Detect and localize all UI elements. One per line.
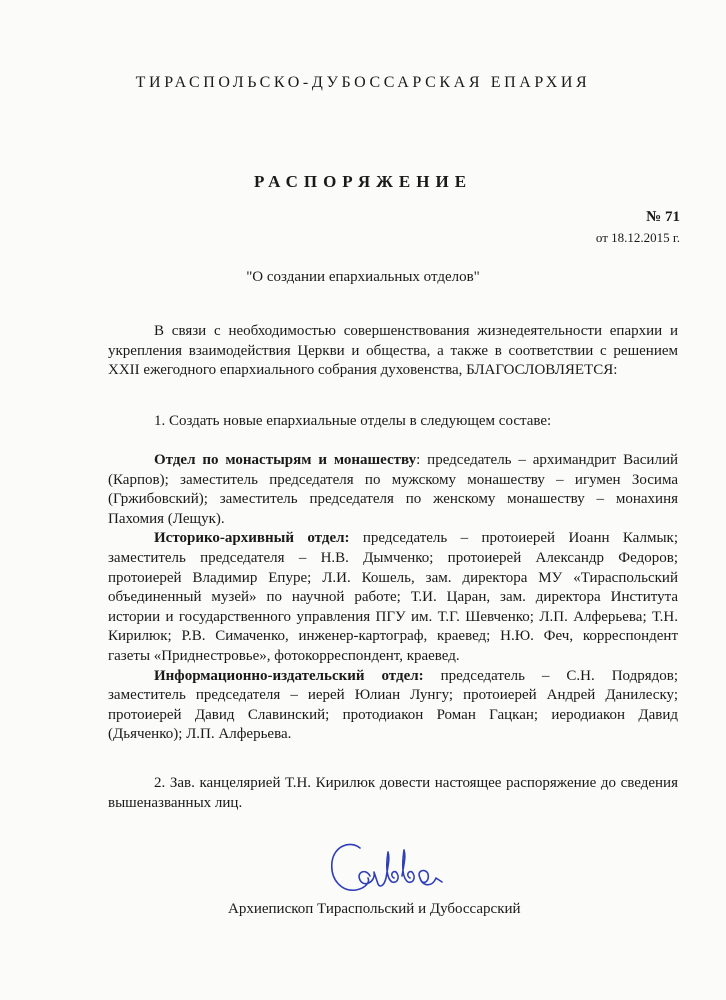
department-publishing (108, 667, 678, 745)
order-date: от 18.12.2015 г. (595, 230, 680, 245)
department-monasteries (108, 451, 678, 529)
item-1-text: 1. Создать новые епархиальные отделы в следующем составе: (154, 413, 552, 429)
departments-list (108, 451, 678, 745)
intro-text: В связи с необходимостью совершенствования жизнедеятельности епархии и укрепления взаимодействия Церкви и общества, а также в соответствии с решением XXII ежегодного епархиального собрания духовенства, БЛАГОСЛОВЛЯЕТСЯ: (108, 323, 678, 379)
department-members: председатель – С.Н. Подрядов; заместитель председателя – иерей Юлиан Лунгу; протоиерей Андрей Данилеску; протоиерей Давид Славинский; протодиакон Роман Гацкан; иеродиакон Давид (Дьяченко); Л.П. Алферьева. (108, 667, 679, 743)
item-2-text: 2. Зав. канцелярией Т.Н. Кирилюк довести настоящее распоряжение до сведения вышеназванных лиц. (108, 775, 678, 811)
item-2 (108, 774, 678, 813)
department-name: Отдел по монастырям и монашеству (154, 452, 417, 468)
item-1 (108, 412, 678, 432)
order-number: № 71 (646, 209, 680, 225)
department-members: : председатель – архимандрит Василий (Карпов); заместитель председателя по мужскому монашеству – игумен Зосима (Гржибовский); заместитель председателя по женскому монашеству – монахиня Пахомия (Лещук). (108, 452, 678, 527)
department-archive (108, 529, 678, 666)
department-name: Информационно-издательский отдел: (154, 667, 424, 684)
handwritten-signature (326, 838, 456, 900)
order-subject: "О создании епархиальных отделов" (246, 269, 480, 285)
signer-title: Архиепископ Тираспольский и Дубоссарский (228, 901, 521, 917)
eparchy-header: ТИРАСПОЛЬСКО-ДУБОССАРСКАЯ ЕПАРХИЯ (135, 74, 591, 91)
department-name: Историко-архивный отдел: (154, 530, 350, 547)
department-members: председатель – протоиерей Иоанн Калмык; заместитель председателя – Н.В. Дымченко; протоиерей Александр Федоров; протоиерей Владимир Епуре; Л.И. Кошель, зам. директора МУ «Тираспольский объединенный музей» по научной работе; Т.И. Царан, зам. директора Института истории и государственного управления ПГУ им. Т.Г. Шевченко; Л.П. Алферьева; Т.Н. Кирилюк; Р.В. Симаченко, инженер-картограф, краевед; Н.Ю. Феч, корреспондент газеты «Приднестровье», фотокорреспондент, краевед. (108, 530, 678, 664)
document-type-title: РАСПОРЯЖЕНИЕ (253, 172, 473, 191)
intro-paragraph (108, 322, 678, 381)
